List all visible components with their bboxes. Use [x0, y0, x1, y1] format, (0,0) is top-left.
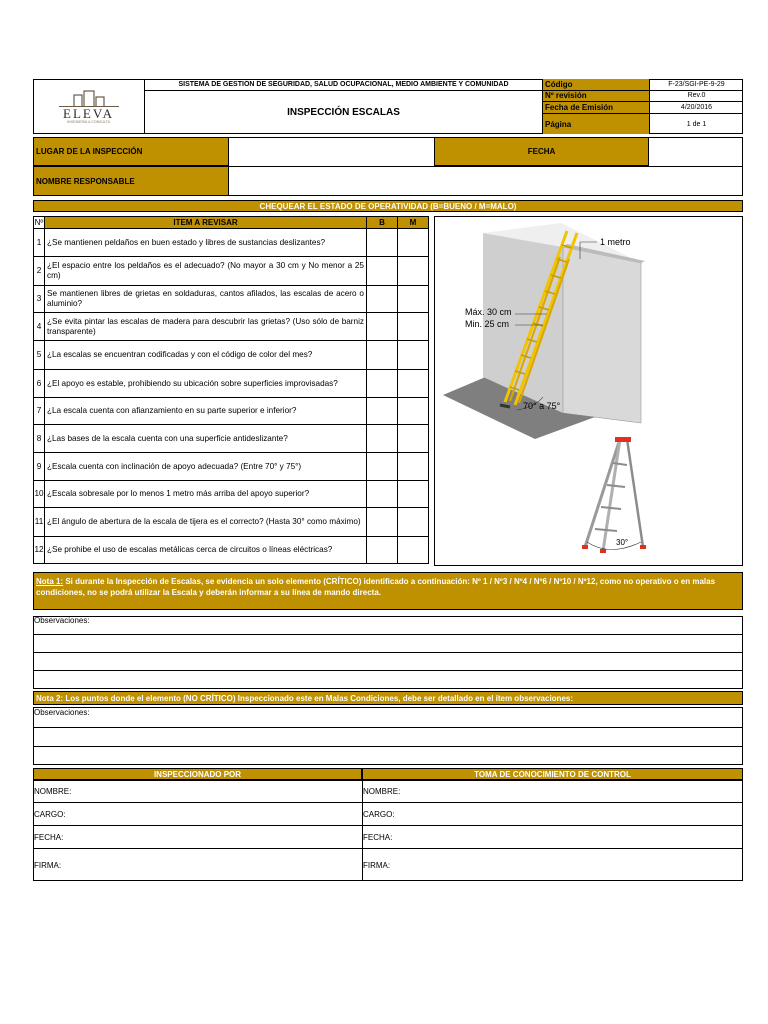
table-row: 11 ¿El ángulo de abertura de la escala de tijera es el correcto? (Hasta 30° como máximo) [34, 508, 429, 537]
b-cell[interactable] [367, 370, 398, 398]
meta-label-issue-date: Fecha de Emisión [542, 102, 649, 114]
check-banner: CHEQUEAR EL ESTADO DE OPERATIVIDAD (B=BUENO / M=MALO) [33, 200, 743, 212]
obs2-label: Observaciones: [34, 708, 90, 717]
inspector-signature-field[interactable]: FIRMA: [34, 860, 62, 870]
inspected-by-header: INSPECCIONADO POR [33, 768, 362, 780]
obs1-label: Observaciones: [34, 616, 90, 625]
note1-prefix: Nota 1: [36, 577, 64, 586]
inspector-date-field[interactable]: FECHA: [33, 826, 362, 849]
m-cell[interactable] [398, 508, 429, 537]
col-item-header: ITEM A REVISAR [45, 217, 367, 229]
date-label: FECHA [434, 137, 649, 166]
responsible-label: NOMBRE RESPONSABLE [33, 166, 229, 196]
m-cell[interactable] [398, 313, 429, 341]
note1 [33, 572, 743, 610]
meta-label-page: Página [542, 114, 649, 134]
obs1-line-2[interactable] [33, 652, 743, 670]
obs2-line-1[interactable] [33, 727, 743, 746]
m-cell[interactable] [398, 481, 429, 508]
label-thirty: 30° [616, 538, 629, 547]
company-subtitle: INGENIERÍA & CONSULTA [67, 119, 110, 124]
ladder-figure [434, 216, 743, 566]
controller-role-field[interactable]: CARGO: [362, 803, 743, 826]
inspector-name-field[interactable]: NOMBRE: [33, 780, 362, 803]
obs2-line-2[interactable] [33, 746, 743, 765]
table-row: 5 ¿La escalas se encuentran codificadas y con el código de color del mes? [34, 341, 429, 370]
table-row: 6 ¿El apoyo es estable, prohibiendo su ubicación sobre superficies improvisadas? [34, 370, 429, 398]
m-cell[interactable] [398, 537, 429, 564]
inspector-role-field[interactable]: CARGO: [33, 803, 362, 826]
m-cell[interactable] [398, 341, 429, 370]
note2: Nota 2: Los puntos donde el elemento (NO CRÍTICO) Inspeccionado este en Malas Condiciones, debe ser detallado en el ítem observaciones: [33, 691, 743, 705]
b-cell[interactable] [367, 286, 398, 313]
m-cell[interactable] [398, 257, 429, 286]
building-logo-icon [54, 89, 124, 107]
b-cell[interactable] [367, 453, 398, 481]
b-cell[interactable] [367, 537, 398, 564]
col-m-header: M [398, 217, 429, 229]
place-field[interactable] [229, 137, 434, 166]
company-name: ELEVA [63, 105, 114, 121]
meta-table [542, 79, 743, 134]
label-one-meter: 1 metro [600, 237, 631, 247]
table-row: 8 ¿Las bases de la escala cuenta con una superficie antideslizante? [34, 425, 429, 453]
system-title: SISTEMA DE GESTIÓN DE SEGURIDAD, SALUD OCUPACIONAL, MEDIO AMBIENTE Y COMUNIDAD [145, 79, 542, 91]
meta-label-code: Código [542, 79, 649, 91]
obs1-line-3[interactable] [33, 670, 743, 689]
obs1-line-1[interactable] [33, 634, 743, 652]
controller-date-field[interactable]: FECHA: [362, 826, 743, 849]
table-row: 12 ¿Se prohibe el uso de escalas metálicas cerca de circuitos o líneas eléctricas? [34, 537, 429, 564]
table-row: 7 ¿La escala cuenta con afianzamiento en su parte superior e inferior? [34, 398, 429, 425]
col-num-header: Nº [34, 217, 44, 227]
b-cell[interactable] [367, 229, 398, 257]
m-cell[interactable] [398, 370, 429, 398]
place-label: LUGAR DE LA INSPECCIÓN [33, 137, 229, 166]
m-cell[interactable] [398, 398, 429, 425]
meta-value-code: F-23/SGI-PE-9-29 [649, 79, 743, 91]
m-cell[interactable] [398, 286, 429, 313]
table-row: 1 ¿Se mantienen peldaños en buen estado y libres de sustancias deslizantes? [34, 229, 429, 257]
document-title: INSPECCIÓN ESCALAS [287, 107, 400, 118]
meta-value-revision: Rev.0 [649, 91, 743, 102]
table-row: 10 ¿Escala sobresale por lo menos 1 metro más arriba del apoyo superior? [34, 481, 429, 508]
table-row: 3 Se mantienen libres de grietas en soldaduras, cantos afilados, las escalas de acero o aluminio? [34, 286, 429, 313]
b-cell[interactable] [367, 398, 398, 425]
responsible-field[interactable] [229, 166, 743, 196]
m-cell[interactable] [398, 229, 429, 257]
controller-signature-field[interactable]: FIRMA: [363, 860, 391, 870]
ladder-illustration [435, 217, 742, 565]
table-row: 2 ¿El espacio entre los peldaños es el adecuado? (No mayor a 30 cm y No menor a 25 cm) [34, 257, 429, 286]
col-b-header: B [367, 217, 398, 229]
m-cell[interactable] [398, 425, 429, 453]
logo [33, 79, 145, 134]
table-row: 9 ¿Escala cuenta con inclinación de apoyo adecuada? (Entre 70° y 75°) [34, 453, 429, 481]
meta-value-issue-date: 4/20/2016 [649, 102, 743, 114]
note1-text: Si durante la Inspección de Escalas, se evidencia un solo elemento (CRÍTICO) identificado a continuación: Nº 1 / Nº3 / Nº4 / Nº6 / Nº10 / Nº12, como no operativo o en malas condiciones, no se podrá utilizar la Escala y deberán informar a su línea de mando directa. [36, 577, 716, 597]
label-max: Máx. 30 cm [465, 307, 512, 317]
meta-value-page: 1 de 1 [649, 114, 743, 134]
b-cell[interactable] [367, 508, 398, 537]
date-field[interactable] [649, 137, 743, 166]
label-min: Min. 25 cm [465, 319, 510, 329]
checklist-table [33, 216, 429, 564]
controller-name-field[interactable]: NOMBRE: [362, 780, 743, 803]
b-cell[interactable] [367, 313, 398, 341]
b-cell[interactable] [367, 341, 398, 370]
b-cell[interactable] [367, 257, 398, 286]
acknowledged-by-header: TOMA DE CONOCIMIENTO DE CONTROL [362, 768, 743, 780]
m-cell[interactable] [398, 453, 429, 481]
b-cell[interactable] [367, 481, 398, 508]
step-ladder-icon [582, 437, 646, 553]
label-angle: 70° a 75° [523, 401, 561, 411]
table-row: 4 ¿Se evita pintar las escalas de madera para descubrir las grietas? (Uso sólo de barniz transparente) [34, 313, 429, 341]
meta-label-revision: Nº revisión [542, 91, 649, 102]
b-cell[interactable] [367, 425, 398, 453]
